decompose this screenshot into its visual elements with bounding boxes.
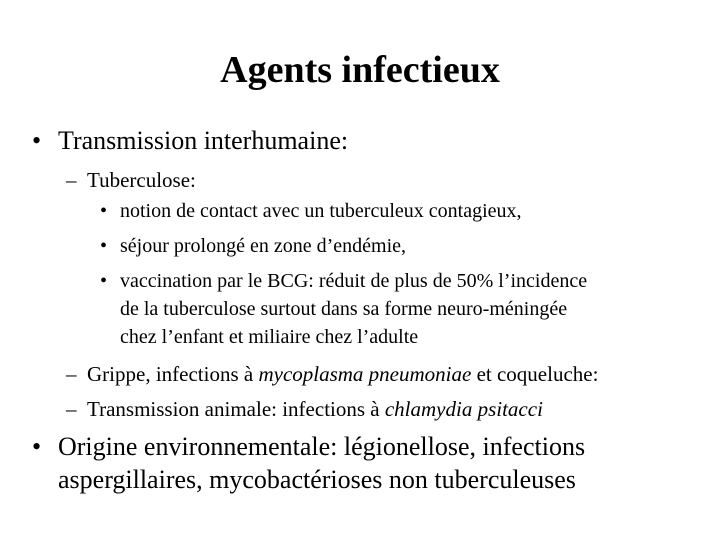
item-grippe [87, 362, 598, 386]
item-origine-environnementale-cont: aspergillaires, mycobactérioses non tuberculeuses [58, 465, 576, 494]
point-vaccination: vaccination par le BCG: réduit de plus de 50% l’incidence [120, 270, 588, 292]
dash-level2: – [66, 168, 77, 192]
item-tuberculose: Tuberculose: [87, 168, 196, 192]
bullet-level1: • [32, 432, 42, 461]
grippe-text-before: Grippe, infections à [87, 362, 259, 386]
animale-organism: chlamydia psitacci [384, 397, 543, 421]
item-transmission-interhumaine: Transmission interhumaine: [58, 126, 349, 155]
point-contact: notion de contact avec un tuberculeux contagieux, [120, 200, 522, 222]
animale-text-before: Transmission animale: infections à [87, 397, 385, 421]
grippe-organism: mycoplasma pneumoniae [258, 362, 472, 386]
point-vaccination-cont2: chez l’enfant et miliaire chez l’adulte [120, 326, 419, 348]
dash-level2: – [66, 362, 77, 386]
item-transmission-animale [87, 397, 543, 421]
point-sejour: séjour prolongé en zone d’endémie, [120, 235, 407, 257]
bullet-level3: • [100, 200, 108, 222]
item-origine-environnementale: Origine environnementale: légionellose, infections [58, 432, 586, 461]
dash-level2: – [66, 397, 77, 421]
bullet-level1: • [32, 126, 42, 155]
slide-title: Agents infectieux [220, 49, 500, 91]
bullet-level3: • [100, 270, 108, 292]
bullet-level3: • [100, 235, 108, 257]
grippe-text-after: et coqueluche: [471, 362, 599, 386]
point-vaccination-cont1: de la tuberculose surtout dans sa forme neuro-méningée [120, 298, 568, 320]
